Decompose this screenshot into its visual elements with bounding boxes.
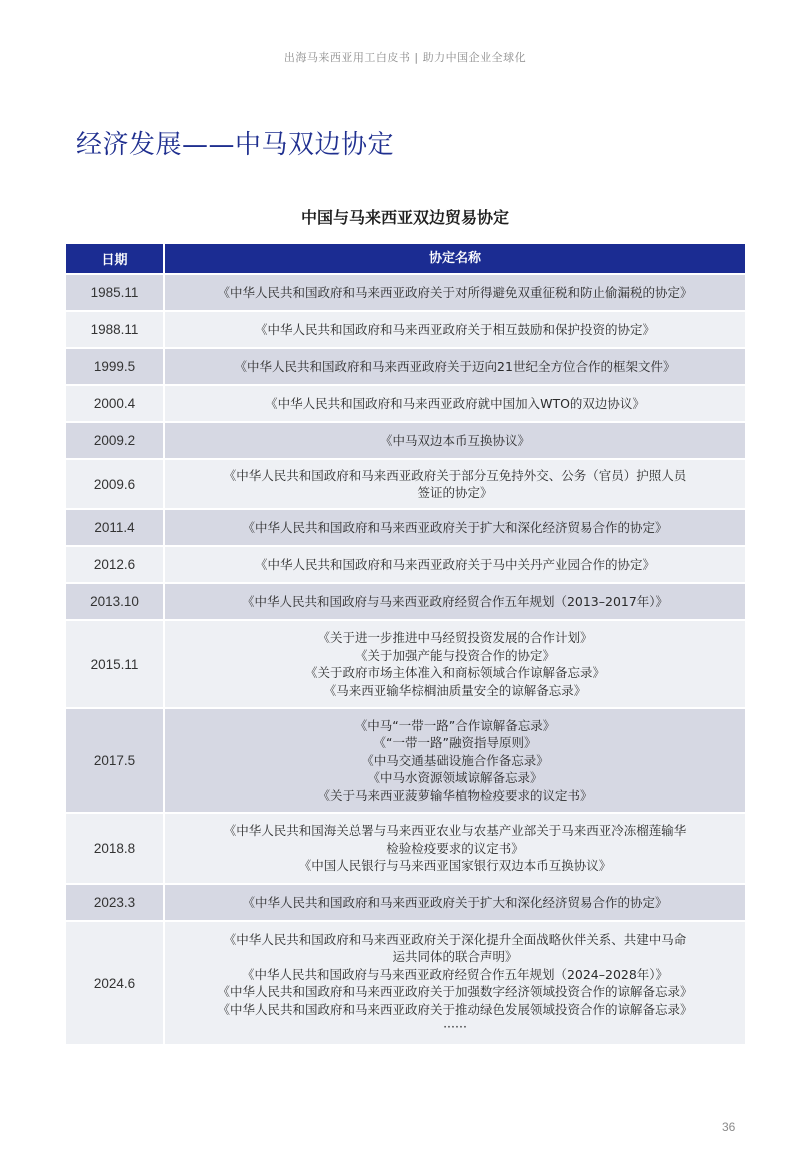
agreement-line: 《中国人民银行与马来西亚国家银行双边本币互换协议》 [298,858,612,874]
page-number: 36 [722,1120,736,1134]
agreement-line: 《关于加强产能与投资合作的协定》 [354,647,555,663]
date-cell: 1988.11 [66,312,163,347]
running-header: 出海马来西亚用工白皮书 | 助力中国企业全球化 [283,51,527,64]
agreement-cell [165,621,745,707]
page-title: 经济发展——中马双边协定 [76,130,395,160]
agreement-cell [165,709,745,812]
agreement-line: 《中华人民共和国政府和马来西亚政府关于加强数字经济领域投资合作的谅解备忘录》 [217,984,693,999]
agreement-cell [165,423,745,458]
date-cell: 2012.6 [66,547,163,582]
agreement-cell [165,814,745,883]
date-cell: 1985.11 [66,275,163,310]
agreement-line: ······ [443,1019,467,1034]
table-title: 中国与马来西亚双边贸易协定 [300,208,509,227]
table-row [66,885,745,920]
agreement-cell [165,584,745,619]
agreement-line: 运共同体的联合声明》 [392,949,518,964]
agreement-line: 检验检疫要求的议定书》 [386,840,524,856]
table-row [66,275,745,310]
agreement-line: 《“一带一路”融资指导原则》 [373,735,537,751]
agreement-line: 《中华人民共和国政府和马来西亚政府关于相互鼓励和保护投资的协定》 [254,321,655,337]
table-row [66,349,745,384]
table-row [66,423,745,458]
table-row [66,814,745,883]
table-row [66,386,745,421]
agreement-cell [165,510,745,545]
table-row [66,584,745,619]
agreements-table [66,244,745,1046]
date-cell: 2017.5 [66,709,163,812]
agreement-line: 《关于进一步推进中马经贸投资发展的合作计划》 [317,630,593,645]
table-row [66,460,745,508]
date-cell: 2015.11 [66,621,163,707]
agreement-line: 《中华人民共和国政府与马来西亚政府经贸合作五年规划（2013–2017年）》 [241,593,669,609]
agreement-cell [165,885,745,920]
agreement-line: 《关于马来西亚菠萝输华植物检疫要求的议定书》 [317,787,593,803]
agreement-line: 《关于政府市场主体准入和商标领域合作谅解备忘录》 [304,665,605,680]
table-row [66,547,745,582]
agreement-line: 《中华人民共和国政府和马来西亚政府关于马中关丹产业园合作的协定》 [254,556,655,572]
table-row [66,312,745,347]
table-row [66,922,745,1044]
agreement-line: 《中马交通基础设施合作备忘录》 [361,752,549,768]
date-cell: 2013.10 [66,584,163,619]
agreement-cell [165,312,745,347]
agreement-line: 《中华人民共和国政府和马来西亚政府就中国加入WTO的双边协议》 [265,395,645,411]
agreement-line: 《中华人民共和国政府与马来西亚政府经贸合作五年规划（2024–2028年）》 [241,966,669,982]
table-row [66,510,745,545]
agreement-cell [165,547,745,582]
agreement-line: 《中华人民共和国海关总署与马来西亚农业与农基产业部关于马来西亚冷冻榴莲输华 [223,823,687,839]
agreement-line: 《中华人民共和国政府和马来西亚政府关于深化提升全面战略伙伴关系、共建中马命 [223,931,687,947]
date-cell: 1999.5 [66,349,163,384]
agreement-line: 《马来西亚输华棕榈油质量安全的谅解备忘录》 [323,682,587,698]
table-body [66,275,745,1044]
date-cell: 2000.4 [66,386,163,421]
agreement-cell [165,460,745,508]
agreement-cell [165,922,745,1044]
column-header-date: 日期 [66,244,163,273]
agreement-cell [165,275,745,310]
agreement-line: 《中华人民共和国政府和马来西亚政府关于部分互免持外交、公务（官员）护照人员 [223,467,687,483]
agreement-line: 《中华人民共和国政府和马来西亚政府关于扩大和深化经济贸易合作的协定》 [242,894,668,910]
date-cell: 2018.8 [66,814,163,883]
agreement-cell [165,349,745,384]
agreement-line: 《中马双边本币互换协议》 [379,432,530,448]
agreement-line: 《中马“一带一路”合作谅解备忘录》 [354,717,556,733]
table-row [66,621,745,707]
date-cell: 2011.4 [66,510,163,545]
agreement-line: 《中华人民共和国政府和马来西亚政府关于对所得避免双重征税和防止偷漏税的协定》 [217,284,693,300]
date-cell: 2023.3 [66,885,163,920]
agreement-line: 签证的协定》 [417,485,493,500]
table-header-row [66,244,745,273]
table-row [66,709,745,812]
agreement-line: 《中华人民共和国政府和马来西亚政府关于推动绿色发展领域投资合作的谅解备忘录》 [217,1001,693,1017]
date-cell: 2009.2 [66,423,163,458]
agreement-line: 《中华人民共和国政府和马来西亚政府关于迈向21世纪全方位合作的框架文件》 [234,358,676,374]
date-cell: 2009.6 [66,460,163,508]
column-header-agreement: 协定名称 [165,244,745,273]
agreement-cell [165,386,745,421]
date-cell: 2024.6 [66,922,163,1044]
agreement-line: 《中马水资源领域谅解备忘录》 [367,770,543,786]
agreement-line: 《中华人民共和国政府和马来西亚政府关于扩大和深化经济贸易合作的协定》 [242,519,668,535]
